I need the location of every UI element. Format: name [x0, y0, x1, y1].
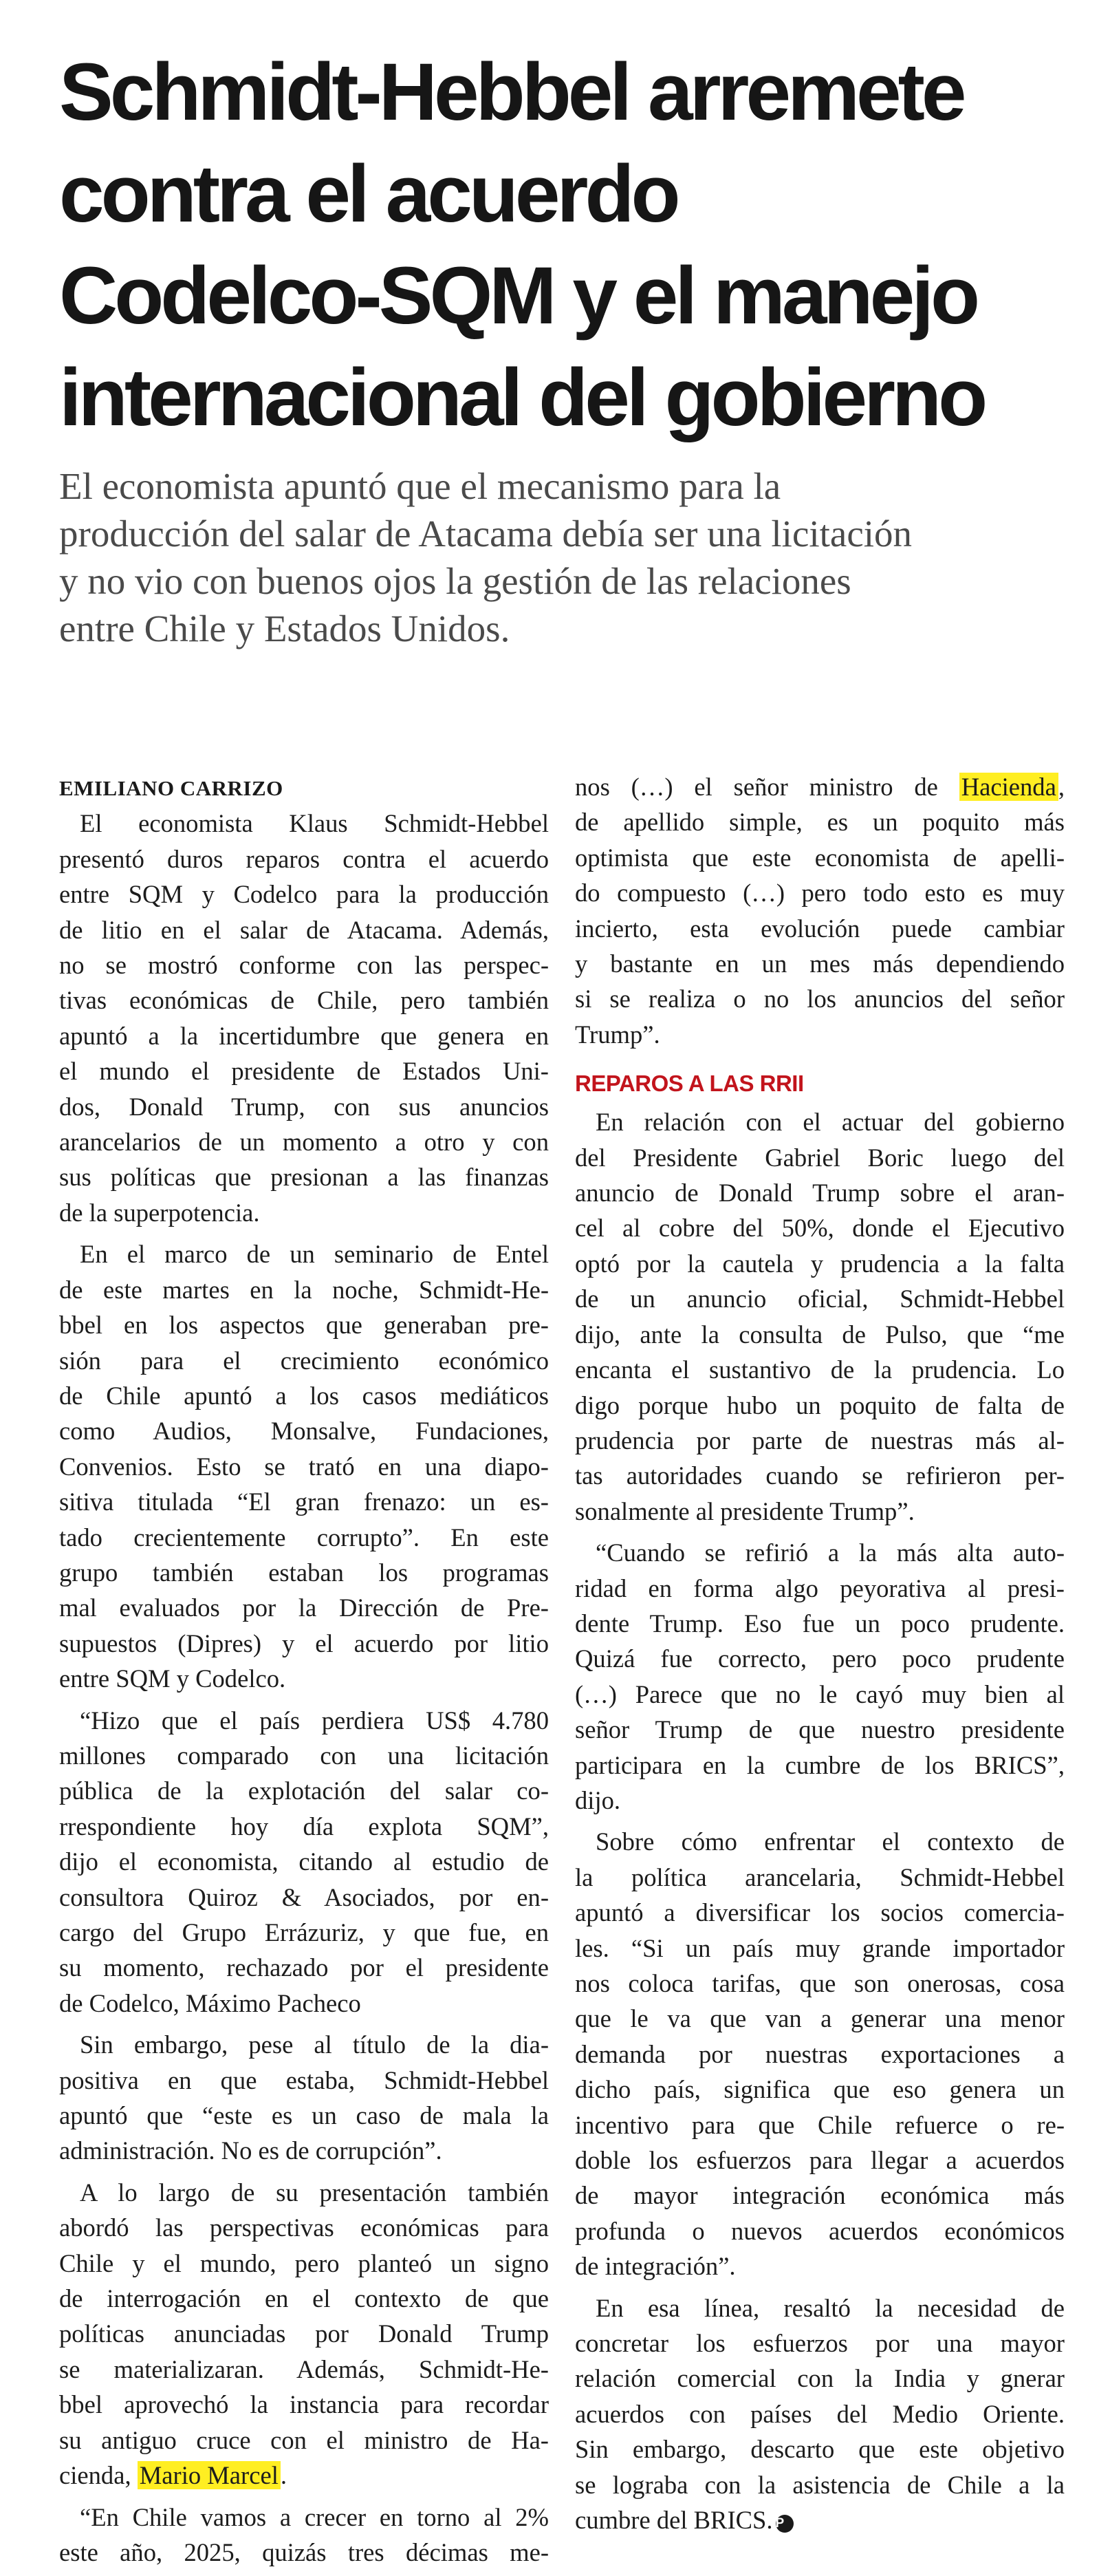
headline-line: internacional del gobierno: [59, 352, 985, 443]
paragraph-line: apuntó a la incertidumbre que genera en: [59, 1021, 549, 1050]
paragraph-line: dos, Donald Trump, con sus anuncios: [59, 1092, 549, 1121]
paragraph-body: [59, 2175, 549, 2458]
paragraph-line: de Codelco, Máximo Pacheco: [59, 1988, 361, 2017]
paragraph-line: se materializaran. Además, Schmidt-He-: [59, 2354, 549, 2383]
paragraph-line: cel al cobre del 50%, donde el Ejecutivo: [575, 1214, 1065, 1243]
paragraph: [59, 1236, 549, 1696]
paragraph-line: doble los esfuerzos para llegar a acuerdos: [575, 2146, 1065, 2175]
subheadline-line: producción del salar de Atacama debía ser una licitación: [59, 513, 913, 555]
paragraph-line: de mayor integración económica más: [575, 2181, 1065, 2210]
paragraph-line: prudencia por parte de nuestras más al-: [575, 1426, 1065, 1455]
byline: EMILIANO CARRIZO: [59, 776, 283, 800]
paragraph-line: En esa línea, resaltó la necesidad de: [596, 2293, 1065, 2322]
paragraph-body: [575, 804, 1065, 1052]
paragraph: [59, 1703, 549, 2021]
paragraph-line: participara en la cumbre de los BRICS”,: [575, 1750, 1065, 1779]
paragraph-line: do compuesto (…) pero todo esto es muy: [575, 879, 1065, 908]
paragraph-line: En el marco de un seminario de Entel: [80, 1240, 549, 1269]
paragraph-line: de este martes en la noche, Schmidt-He-: [59, 1275, 549, 1304]
paragraph-line: les. “Si un país muy grande importador: [575, 1933, 1065, 1962]
paragraph-line: dijo.: [575, 1785, 621, 1814]
paragraph-line: el mundo el presidente de Estados Uni-: [59, 1057, 549, 1086]
paragraph-line: señor Trump de que nuestro presidente: [575, 1715, 1065, 1744]
line-text: cumbre del BRICS.: [575, 2506, 773, 2535]
paragraph-line: Sobre cómo enfrentar el contexto de: [596, 1827, 1065, 1856]
paragraph-line: sus políticas que presionan a las finanzas: [59, 1163, 549, 1192]
paragraph-line: Chile y el mundo, pero planteó un signo: [59, 2248, 549, 2277]
headline-line: Schmidt-Hebbel arremete: [59, 47, 964, 138]
paragraph-line: “En Chile vamos a crecer en torno al 2%: [80, 2502, 549, 2531]
paragraph-line: bbel aprovechó la instancia para recordar: [59, 2390, 549, 2419]
paragraph: [59, 806, 549, 1230]
line-text: .: [280, 2461, 287, 2490]
paragraph-line: positiva en que estaba, Schmidt-Hebbel: [59, 2065, 549, 2094]
paragraph-line: de la superpotencia.: [59, 1198, 260, 1227]
paragraph-line: “Cuando se refirió a la más alta auto-: [596, 1538, 1065, 1567]
paragraph-line: sitiva titulada “El gran frenazo: un es-: [59, 1488, 549, 1516]
paragraph-line: digo porque hubo un poquito de falta de: [575, 1391, 1065, 1419]
paragraph-line: dente Trump. Eso fue un poco prudente.: [575, 1609, 1065, 1638]
paragraph-line: “Hizo que el país perdiera US$ 4.780: [80, 1706, 549, 1735]
subheadline-line: y no vio con buenos ojos la gestión de las relaciones: [59, 560, 851, 602]
paragraph-line: sión para el crecimiento económico: [59, 1346, 549, 1375]
paragraph-line: optó por la cautela y prudencia a la falta: [575, 1249, 1065, 1278]
paragraph-line: millones comparado con una licitación: [59, 1741, 549, 1770]
paragraph-line: dicho país, significa que eso genera un: [575, 2075, 1065, 2104]
paragraph-line: de apellido simple, es un poquito más: [575, 808, 1065, 837]
section-heading: REPAROS A LAS RRII: [575, 1071, 804, 1097]
line-text: nos (…) el señor ministro de: [575, 773, 959, 801]
paragraph-line: su antiguo cruce con el ministro de Ha-: [59, 2425, 549, 2454]
paragraph: [575, 1104, 1065, 1529]
paragraph-line: apuntó a diversificar los socios comercia-: [575, 1898, 1065, 1927]
paragraph: [575, 1535, 1065, 1818]
headline-line: contra el acuerdo: [59, 149, 677, 239]
paragraph-line: optimista que este economista de apelli-: [575, 843, 1065, 872]
paragraph-line: si se realiza o no los anuncios del señor: [575, 985, 1065, 1013]
paragraph-line: incentivo para que Chile refuerce o re-: [575, 2110, 1065, 2139]
paragraph-line: tado crecientemente corrupto”. En este: [59, 1523, 549, 1552]
paragraph-line: la política arancelaria, Schmidt-Hebbel: [575, 1863, 1065, 1891]
paragraph-line: supuestos (Dipres) y el acuerdo por litio: [59, 1629, 549, 1657]
paragraph-line: anuncio de Donald Trump sobre el aran-: [575, 1179, 1065, 1208]
paragraph-line: de un anuncio oficial, Schmidt-Hebbel: [575, 1285, 1065, 1313]
paragraph-line: grupo también estaban los programas: [59, 1558, 549, 1587]
paragraph-line: dijo el economista, citando al estudio de: [59, 1847, 549, 1876]
paragraph-line: Sin embargo, descarto que este objetivo: [575, 2435, 1065, 2464]
paragraph-line: acuerdos con países del Medio Oriente.: [575, 2399, 1065, 2428]
headline-line: Codelco-SQM y el manejo: [59, 250, 977, 341]
paragraph-line: relación comercial con la India y gnerar: [575, 2364, 1065, 2393]
paragraph-line: [575, 769, 1065, 804]
paragraph-line: y bastante en un mes más dependiendo: [575, 949, 1065, 978]
highlighted-word: Hacienda: [959, 773, 1058, 801]
paragraph-line: Trump”.: [575, 1020, 660, 1049]
paragraph-line: tas autoridades cuando se refirieron per-: [575, 1461, 1065, 1490]
left-column: [59, 771, 549, 2576]
paragraph: [575, 769, 1065, 1052]
paragraph-line: Convenios. Esto se trató en una diapo-: [59, 1452, 549, 1481]
paragraph-line: como Audios, Monsalve, Fundaciones,: [59, 1417, 549, 1446]
paragraph-line: consultora Quiroz & Asociados, por en-: [59, 1882, 549, 1911]
article-subheadline: [59, 462, 1084, 652]
line-text: cienda,: [59, 2461, 138, 2490]
paragraph-line: presentó duros reparos contra el acuerdo: [59, 844, 549, 873]
paragraph: [59, 2175, 549, 2493]
paragraph: [59, 2500, 549, 2570]
end-of-article-icon: P: [776, 2515, 794, 2533]
paragraph-line: arancelarios de un momento a otro y con: [59, 1128, 549, 1157]
paragraph-line: no se mostró conforme con las perspec-: [59, 951, 549, 980]
paragraph-line: nos coloca tarifas, que son onerosas, cosa: [575, 1969, 1065, 1997]
paragraph-line: del Presidente Gabriel Boric luego del: [575, 1143, 1065, 1172]
paragraph-line: sonalmente al presidente Trump”.: [575, 1496, 915, 1525]
paragraph-line: El economista Klaus Schmidt-Hebbel: [80, 809, 549, 838]
paragraph-line: de litio en el salar de Atacama. Además,: [59, 915, 549, 944]
paragraph-line: abordó las perspectivas económicas para: [59, 2213, 549, 2242]
paragraph-line: este año, 2025, quizás tres décimas me-: [59, 2537, 549, 2566]
paragraph-line: se lograba con la asistencia de Chile a la: [575, 2470, 1065, 2499]
highlighted-name: Mario Marcel: [138, 2461, 281, 2489]
subheadline-line: entre Chile y Estados Unidos.: [59, 608, 510, 650]
paragraph-line: concretar los esfuerzos por una mayor: [575, 2329, 1065, 2358]
paragraph: [575, 2290, 1065, 2538]
paragraph-line: de interrogación en el contexto de que: [59, 2284, 549, 2313]
paragraph-line: Quizá fue correcto, pero poco prudente: [575, 1644, 1065, 1673]
paragraph-line: apuntó que “este es un caso de mala la: [59, 2101, 549, 2130]
paragraph-line: entre SQM y Codelco para la producción: [59, 880, 549, 909]
paragraph-line: profunda o nuevos acuerdos económicos: [575, 2216, 1065, 2245]
paragraph-line: de integración”.: [575, 2252, 736, 2281]
paragraph-body: [575, 2290, 1065, 2502]
paragraph-line: Sin embargo, pese al título de la dia-: [80, 2030, 549, 2059]
paragraph-line: ridad en forma algo peyorativa al presi-: [575, 1574, 1065, 1602]
paragraph-line: mal evaluados por la Dirección de Pre-: [59, 1593, 549, 1622]
paragraph-line: políticas anunciadas por Donald Trump: [59, 2319, 549, 2348]
paragraph-line: (…) Parece que no le cayó muy bien al: [575, 1679, 1065, 1708]
paragraph-line: rrespondiente hoy día explota SQM”,: [59, 1812, 549, 1840]
article-headline: [59, 41, 1077, 449]
paragraph-line: [575, 2502, 1065, 2537]
paragraph-line: tivas económicas de Chile, pero también: [59, 986, 549, 1015]
paragraph-line: de Chile apuntó a los casos mediáticos: [59, 1381, 549, 1410]
paragraph-line: En relación con el actuar del gobierno: [596, 1108, 1065, 1137]
paragraph-line: A lo largo de su presentación también: [80, 2178, 549, 2207]
paragraph-line: su momento, rechazado por el presidente: [59, 1953, 549, 1982]
paragraph: [59, 2027, 549, 2169]
paragraph-line: pública de la explotación del salar co-: [59, 1777, 549, 1805]
subheadline-line: El economista apuntó que el mecanismo para la: [59, 465, 781, 507]
paragraph-line: encanta el sustantivo de la prudencia. Lo: [575, 1355, 1065, 1384]
paragraph-line: [59, 2458, 549, 2493]
paragraph-line: bbel en los aspectos que generaban pre-: [59, 1311, 549, 1340]
paragraph-line: administración. No es de corrupción”.: [59, 2136, 442, 2165]
paragraph: [575, 1824, 1065, 2284]
paragraph-line: cargo del Grupo Errázuriz, y que fue, en: [59, 1918, 549, 1946]
paragraph-line: demanda por nuestras exportaciones a: [575, 2039, 1065, 2068]
line-text: ,: [1058, 773, 1065, 801]
paragraph-line: dijo, ante la consulta de Pulso, que “me: [575, 1320, 1065, 1349]
paragraph-line: que le va que van a generar una menor: [575, 2004, 1065, 2033]
paragraph-line: incierto, esta evolución puede cambiar: [575, 914, 1065, 943]
right-column: [575, 769, 1065, 2544]
paragraph-line: entre SQM y Codelco.: [59, 1664, 286, 1693]
